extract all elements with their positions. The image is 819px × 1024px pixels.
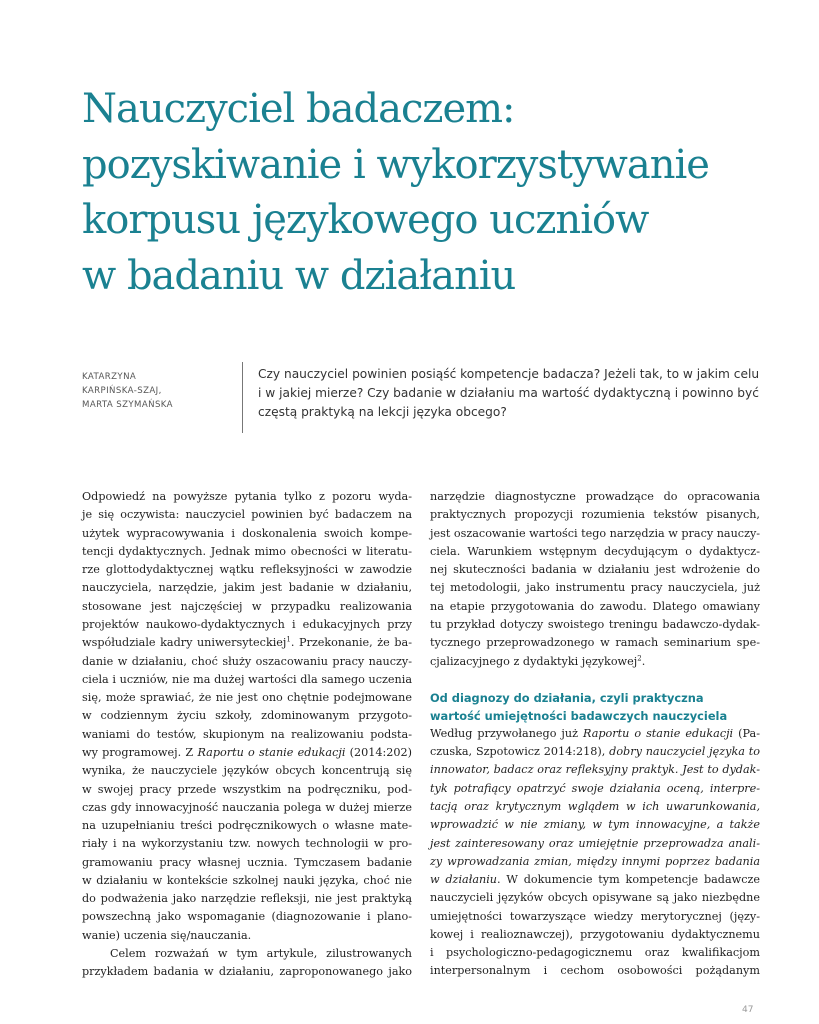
- text-line: Celem rozważań w tym artykule, zilustrowanych: [110, 947, 412, 961]
- section-heading: [430, 689, 760, 725]
- text-span: Według przywołanego już: [430, 726, 584, 740]
- text-span: cjalizacyjnego z dydaktyki językowej: [430, 654, 638, 668]
- text-line: tycznego przeprowadzonego w ramach seminarium spe-: [430, 636, 760, 650]
- text-line: na uzupełnianiu treści podręcznikowych o własne mate-: [82, 819, 412, 833]
- text-line: na etapie przygotowania do zawodu. Dlatego omawiany: [430, 599, 760, 613]
- text-line: nej skuteczności badania w działaniu jest wdrożenie do: [430, 563, 760, 577]
- text-line: projektów naukowo-dydaktycznych i edukacyjnych przy: [82, 617, 412, 631]
- text-line: się, może sprawiać, że nie jest ono chętnie podejmowane: [82, 691, 412, 705]
- text-line: waniami do testów, skupionym na realizowaniu podsta-: [82, 727, 412, 741]
- italic-title: Raportu o stanie edukacji: [197, 745, 346, 759]
- text-line: je się oczywista: nauczyciel powinien być badaczem na: [82, 508, 412, 522]
- lead-line: i w jakiej mierze? Czy badanie w działaniu ma wartość dydaktyczną i powinno być: [258, 386, 759, 400]
- text-line: danie w działaniu, choć służy oszacowaniu pracy nauczy-: [82, 654, 412, 668]
- title-line: pozyskiwanie i wykorzystywanie: [82, 141, 709, 188]
- text-line: stosowane jest najczęściej w przypadku realizowania: [82, 599, 412, 613]
- text-line: [430, 835, 760, 853]
- text-line: wanie) uczenia się/nauczania.: [82, 928, 252, 942]
- text-span: współudziale kadry uniwersyteckiej: [82, 636, 287, 650]
- lead-line: częstą praktyką na lekcji języka obcego?: [258, 405, 507, 419]
- heading-line: wartość umiejętności badawczych nauczyciela: [430, 708, 728, 723]
- text-line: [430, 816, 760, 834]
- text-line: [430, 725, 760, 743]
- text-line: jest oszacowanie wartości tego narzędzia w pracy nauczy-: [430, 526, 761, 540]
- heading-line: Od diagnozy do działania, czyli praktyczna: [430, 690, 704, 705]
- lead-divider: [242, 362, 243, 433]
- footnote-ref[interactable]: 2: [637, 653, 642, 662]
- title-line: w badaniu w działaniu: [82, 252, 516, 299]
- text-line: Odpowiedź na powyższe pytania tylko z pozoru wyda-: [82, 490, 412, 503]
- text-line: czas gdy innowacyjność nauczania polega w dużej mierze: [82, 800, 412, 814]
- text-line: wynika, że nauczyciele języków obcych koncentrują się: [82, 764, 412, 778]
- italic-quote: innowator, badacz oraz refleksyjny praktyk. Jest to dydak-: [430, 763, 760, 777]
- italic-quote: tacją oraz krytycznym wglądem w ich uwarunkowania,: [430, 799, 760, 813]
- text-line: [430, 798, 760, 816]
- text-line: nauczyciela, narzędzie, jakim jest badanie w działaniu,: [82, 581, 412, 595]
- italic-quote: wprowadzić w nie zmiany, w tym innowacyjne, a także: [430, 818, 760, 832]
- text-line: w działaniu w kontekście szkolnej nauki języka, choć nie: [82, 873, 412, 887]
- title-line: korpusu językowego uczniów: [82, 197, 649, 243]
- text-line: ciela i uczniów, nie ma dużej wartości dla samego uczenia: [82, 672, 412, 686]
- article-title: [82, 82, 762, 304]
- text-line: w swojej pracy przede wszystkim na podręczniku, pod-: [82, 782, 412, 796]
- lead-line: Czy nauczyciel powinien posiąść kompetencje badacza? Jeżeli tak, to w jakim celu: [258, 367, 760, 381]
- text-span: . Przekonanie, że ba-: [290, 636, 412, 650]
- text-line: praktycznych propozycji rozumienia tekstów pisanych,: [430, 508, 760, 522]
- text-line: w codziennym życiu szkoły, zdominowanym przygoto-: [82, 709, 412, 723]
- text-line: użytek wypracowywania i doskonalenia swoich kompe-: [82, 526, 412, 540]
- text-line: interpersonalnym i cechom osobowości pożądanym: [430, 964, 760, 978]
- text-line: tu przykład dotyczy swoistego treningu badawczo-dydak-: [430, 617, 760, 631]
- left-column: [82, 488, 412, 982]
- section-spacer: [430, 671, 760, 689]
- text-line: [430, 780, 760, 798]
- footnote-ref[interactable]: 1: [286, 635, 291, 644]
- text-line: [82, 634, 412, 652]
- author-line: KATARZYNA: [82, 372, 137, 382]
- text-line: [82, 744, 412, 762]
- text-span: (Pa-: [733, 726, 760, 740]
- text-line: do podważenia jako narzędzie refleksji, nie jest praktyką: [82, 892, 412, 906]
- text-line: umiejętności towarzyszące wiedzy merytorycznej (języ-: [430, 909, 760, 923]
- authors: [82, 370, 232, 412]
- title-line: Nauczyciel badaczem:: [82, 86, 515, 132]
- text-line: [430, 761, 760, 779]
- text-line: i psychologiczno-pedagogicznemu oraz kwalifikacjom: [430, 946, 760, 960]
- italic-quote: dobry nauczyciel języka to: [609, 745, 760, 759]
- text-line: gramowaniu pracy własnej ucznia. Tymczasem badanie: [82, 855, 412, 869]
- text-line: tencji dydaktycznych. Jednak mimo obecności w literatu-: [82, 544, 412, 558]
- text-line: riały i na wykorzystaniu tzw. nowych technologii w pro-: [82, 837, 412, 851]
- text-line: przykładem badania w działaniu, zaproponowanego jako: [82, 965, 412, 979]
- italic-quote: tyk potrafiący opatrzyć swoje działania oceną, interpre-: [430, 781, 760, 795]
- author-line: KARPIŃSKA-SZAJ,: [82, 386, 162, 396]
- text-span: wy programowej. Z: [82, 745, 198, 759]
- author-line: MARTA SZYMAŃSKA: [82, 400, 173, 410]
- text-line: [430, 853, 760, 871]
- text-line: [430, 653, 760, 671]
- right-column: [430, 488, 760, 981]
- page-number: 47: [742, 1005, 754, 1015]
- text-line: tej metodologii, jako instrumentu pracy nauczyciela, już: [430, 581, 760, 595]
- text-line: [430, 743, 760, 761]
- text-line: kowej i realioznawczej), przygotowaniu dydaktycznemu: [430, 927, 760, 941]
- text-span: . W dokumencie tym kompetencje badawcze: [497, 873, 760, 887]
- text-line: rze glottodydaktycznej wątku refleksyjności w zawodzie: [82, 563, 412, 577]
- italic-title: Raportu o stanie edukacji: [583, 726, 734, 740]
- text-span: (2014:202): [345, 745, 413, 759]
- text-line: ciela. Warunkiem wstępnym decydującym o dydaktycz-: [430, 544, 760, 558]
- italic-quote: jest zainteresowany oraz umiejętnie przeprowadza anali-: [430, 836, 760, 850]
- italic-quote: zy wprowadzania zmian, między innymi poprzez badania: [430, 854, 760, 868]
- text-span: czuska, Szpotowicz 2014:218),: [430, 745, 610, 759]
- text-span: .: [641, 654, 646, 668]
- italic-quote: w działaniu: [430, 873, 497, 887]
- lead-paragraph: [258, 365, 758, 422]
- text-line: nauczycieli języków obcych opisywane są jako niezbędne: [430, 891, 760, 905]
- text-line: [430, 871, 760, 889]
- text-line: narzędzie diagnostyczne prowadzące do opracowania: [430, 490, 760, 503]
- text-line: powszechną jako wspomaganie (diagnozowanie i plano-: [82, 910, 412, 924]
